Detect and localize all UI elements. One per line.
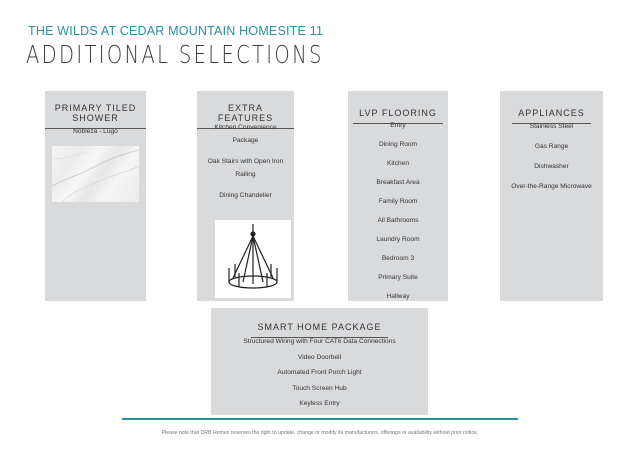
list-item: Touch Screen Hub [292,384,347,392]
card-title: EXTRA FEATURES [197,103,294,129]
list-item: Primary Suite [378,274,418,281]
list-item: Package [232,136,259,144]
card-title: PRIMARY TILED SHOWER [45,103,146,129]
card-title: LVP FLOORING [353,108,443,124]
page-title: ADDITIONAL SELECTIONS [26,40,324,69]
list-item: Hallway [386,293,410,300]
chandelier-image [215,220,291,298]
card-items [211,339,428,417]
list-item: Kitchen Convenience [214,124,277,131]
marble-tile-swatch [52,146,139,202]
list-item: Dishwasher [534,163,569,170]
list-item: Breakfast Area [376,179,420,186]
card-title: SMART HOME PACKAGE [251,322,387,338]
card-appliances [500,91,603,301]
list-item: Keyless Entry [299,400,340,407]
list-item: Gas Range [534,143,569,150]
list-item: All Bathrooms [377,217,419,224]
list-item: Bedroom 3 [381,255,415,262]
list-item: Laundry Room [376,236,420,243]
list-item: Automated Front Porch Light [277,369,362,376]
card-items [500,124,603,204]
list-item: Entry [390,122,406,129]
list-item: Dining Chandelier [219,192,272,200]
disclaimer-note: Please note that DRB Homes reserves the right to update, change or modify its manufacturers, offerings or availability without prior notice. [161,430,479,436]
card-lvp-flooring [348,91,448,301]
list-item: Family Room [378,198,418,205]
card-items [348,123,448,313]
card-items [45,129,146,136]
community-subtitle: THE WILDS AT CEDAR MOUNTAIN HOMESITE 11 [28,24,324,38]
card-title: APPLIANCES [512,108,591,124]
footer-divider [122,418,518,420]
list-item: Railing [235,170,256,178]
list-item: Stainless Steel [529,123,574,130]
list-item: Structured Wiring with Four CAT6 Data Connections [243,338,396,345]
list-item: Over-the-Range Microwave [511,183,592,190]
list-item: Oak Stairs with Open Iron [207,158,284,166]
card-smart-home-package [211,308,428,415]
list-item: Video Doorbell [297,353,342,361]
list-item: Dining Room [378,141,418,148]
list-item: Nobleza - Lugo [73,128,118,135]
list-item: Kitchen [387,160,409,167]
card-items [197,125,294,200]
